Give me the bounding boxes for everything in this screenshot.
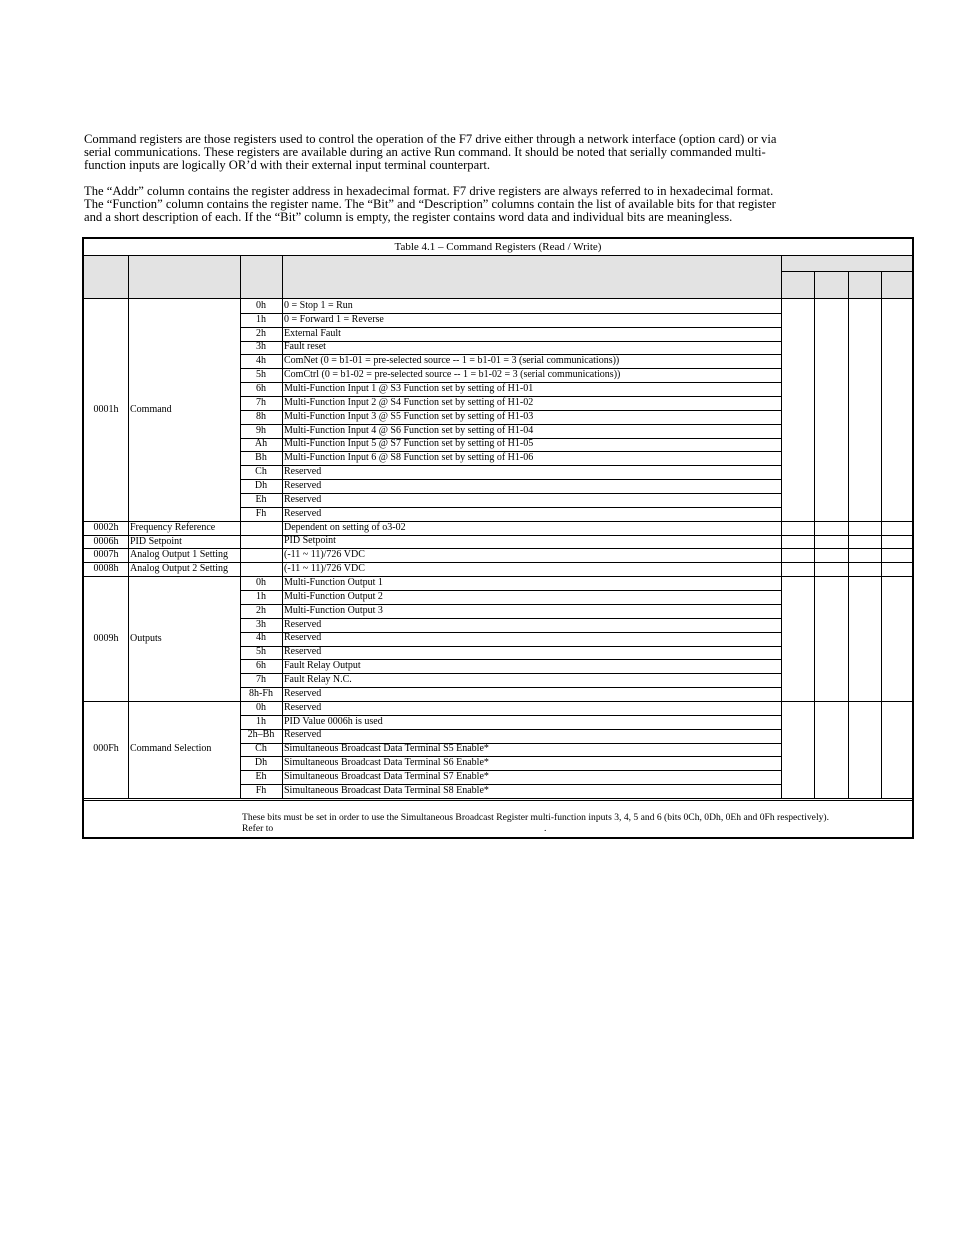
bit-value: Ah: [254, 438, 268, 450]
bit-description: Reserved: [284, 687, 322, 699]
header-bottom-rule: [84, 298, 912, 300]
bit-description: Reserved: [284, 479, 322, 491]
col-divider: [128, 701, 129, 798]
bit-value: 1h: [256, 715, 266, 727]
header-divider: [84, 255, 912, 256]
bit-description: Multi-Function Input 1 @ S3 Function set by setting of H1-01: [284, 382, 534, 394]
col-divider: [848, 548, 849, 562]
header-col-divider: [814, 271, 815, 298]
register-function: Frequency Reference: [130, 521, 216, 533]
col-divider: [240, 576, 241, 701]
bit-value: 0h: [256, 299, 266, 311]
col-divider: [848, 535, 849, 549]
group-rule: [84, 798, 912, 799]
bit-description: Reserved: [284, 729, 322, 741]
intro-p2-line: The “Addr” column contains the register address in hexadecimal format. F7 drive registers are always referred to in hexadecimal format.: [84, 184, 774, 198]
bit-description: Multi-Function Input 2 @ S4 Function set by setting of H1-02: [284, 396, 534, 408]
bit-description: PID Value 0006h is used: [284, 715, 383, 727]
bit-value: 0h: [256, 577, 266, 588]
bit-description: Multi-Function Input 6 @ S8 Function set by setting of H1-06: [284, 452, 534, 464]
col-divider: [781, 562, 782, 576]
bit-value: 6h: [256, 382, 266, 394]
bit-description: Dependent on setting of o3-02: [284, 521, 406, 533]
col-divider: [282, 576, 283, 701]
table-caption: Table 4.1 – Command Registers (Read / Write): [394, 241, 602, 253]
bit-description: Reserved: [284, 466, 322, 478]
col-divider: [128, 521, 129, 535]
col-divider: [128, 576, 129, 701]
col-divider: [128, 535, 129, 549]
bit-value: 5h: [256, 369, 266, 381]
bit-description: Multi-Function Input 4 @ S6 Function set by setting of H1-04: [284, 424, 534, 436]
bit-value: Dh: [254, 757, 268, 769]
header-col-divider: [781, 255, 782, 298]
col-divider: [240, 535, 241, 549]
bit-value: 3h: [256, 341, 266, 353]
col-divider: [881, 701, 882, 798]
col-divider: [881, 535, 882, 549]
command-registers-table: [82, 237, 914, 839]
col-divider: [814, 576, 815, 701]
register-function: Analog Output 2 Setting: [130, 563, 229, 575]
bit-value: 3h: [256, 618, 266, 630]
bit-description: PID Setpoint: [284, 535, 336, 547]
col-divider: [848, 701, 849, 798]
bit-description: Reserved: [284, 632, 322, 644]
col-divider: [282, 701, 283, 798]
col-divider: [781, 535, 782, 549]
col-divider: [848, 299, 849, 521]
intro-p2-line: and a short description of each. If the “Bit” column is empty, the register contains word data and individual bits are meaningless.: [84, 210, 733, 224]
bit-description: Fault Relay N.C.: [284, 674, 352, 686]
bit-description: ComNet (0 = b1-01 = pre-selected source -- 1 = b1-01 = 3 (serial communications)): [284, 355, 620, 367]
register-function: Command: [130, 403, 172, 415]
header-col-divider: [282, 255, 283, 298]
bit-value: 7h: [256, 396, 266, 408]
register-function: Analog Output 1 Setting: [130, 549, 229, 561]
bit-description: 0 = Stop 1 = Run: [284, 299, 353, 311]
col-divider: [814, 521, 815, 535]
bit-description: Multi-Function Output 1: [284, 577, 383, 588]
col-divider: [240, 701, 241, 798]
bit-value: 0h: [256, 701, 266, 713]
bit-value: 7h: [256, 674, 266, 686]
bit-value: Eh: [255, 771, 267, 783]
col-divider: [881, 299, 882, 521]
bit-description: Multi-Function Output 3: [284, 604, 383, 616]
col-divider: [781, 701, 782, 798]
register-address: 000Fh: [93, 743, 119, 755]
register-address: 0009h: [93, 632, 119, 644]
bit-value: 1h: [256, 313, 266, 325]
intro-p1-line: serial communications. These registers are available during an active Run command. It should be noted that serially commanded multi-: [84, 145, 766, 159]
bit-description: Reserved: [284, 618, 322, 630]
col-divider: [282, 562, 283, 576]
bit-value: 6h: [256, 660, 266, 672]
col-divider: [781, 299, 782, 521]
bit-value: Bh: [255, 452, 267, 464]
register-address: 0006h: [93, 535, 119, 547]
register-address: 0007h: [93, 549, 119, 561]
bit-description: Fault reset: [284, 341, 326, 353]
bit-description: (-11 ~ 11)/726 VDC: [284, 549, 365, 561]
bit-description: Multi-Function Output 2: [284, 590, 383, 602]
bit-value: 2h: [256, 604, 266, 616]
col-divider: [848, 576, 849, 701]
bit-value: 1h: [256, 590, 266, 602]
col-divider: [814, 299, 815, 521]
bit-description: Multi-Function Input 3 @ S5 Function set by setting of H1-03: [284, 410, 534, 422]
bit-value: 8h: [256, 410, 266, 422]
footer-rule: [84, 800, 912, 801]
header-col-divider: [881, 271, 882, 298]
bit-value: 4h: [256, 355, 266, 367]
bit-description: (-11 ~ 11)/726 VDC: [284, 563, 365, 575]
bit-description: Simultaneous Broadcast Data Terminal S6 Enable*: [284, 757, 489, 769]
col-divider: [814, 562, 815, 576]
bit-description: Simultaneous Broadcast Data Terminal S7 Enable*: [284, 771, 489, 783]
header-col-divider: [848, 271, 849, 298]
intro-paragraph-2: [84, 185, 864, 224]
col-divider: [781, 548, 782, 562]
col-divider: [781, 576, 782, 701]
bit-value: Ch: [255, 466, 267, 478]
header-subgroup-rule: [781, 271, 912, 272]
footnote-refer: Refer to: [242, 823, 274, 834]
bit-description: Reserved: [284, 493, 322, 505]
bit-value: Fh: [255, 784, 267, 796]
col-divider: [240, 562, 241, 576]
bit-value: 4h: [256, 632, 266, 644]
bit-description: 0 = Forward 1 = Reverse: [284, 313, 384, 325]
col-divider: [128, 562, 129, 576]
register-address: 0008h: [93, 563, 119, 575]
bit-description: Simultaneous Broadcast Data Terminal S8 Enable*: [284, 784, 489, 796]
col-divider: [282, 521, 283, 535]
bit-description: ComCtrl (0 = b1-02 = pre-selected source -- 1 = b1-02 = 3 (serial communications)): [284, 369, 621, 381]
bit-value: 2h–Bh: [247, 729, 275, 741]
header-col-divider: [128, 255, 129, 298]
intro-p1-line: Command registers are those registers used to control the operation of the F7 drive either through a network interface (option card) or via: [84, 132, 777, 146]
col-divider: [128, 548, 129, 562]
bit-value: 8h-Fh: [249, 687, 273, 699]
col-divider: [848, 562, 849, 576]
col-divider: [814, 535, 815, 549]
intro-paragraph-1: [84, 133, 864, 172]
bit-value: Fh: [255, 507, 267, 519]
header-col-divider: [240, 255, 241, 298]
register-function: PID Setpoint: [130, 535, 182, 547]
bit-value: Ch: [255, 743, 267, 755]
col-divider: [282, 535, 283, 549]
register-function: Command Selection: [130, 743, 212, 755]
intro-p1-line: function inputs are logically OR’d with their external input terminal counterpart.: [84, 158, 491, 172]
col-divider: [240, 299, 241, 521]
col-divider: [781, 521, 782, 535]
bit-description: Simultaneous Broadcast Data Terminal S5 Enable*: [284, 743, 489, 755]
col-divider: [848, 521, 849, 535]
col-divider: [814, 548, 815, 562]
col-divider: [881, 548, 882, 562]
footnote-text: These bits must be set in order to use the Simultaneous Broadcast Register multi-function inputs 3, 4, 5 and 6 (bits 0Ch, 0Dh, 0Eh and 0Fh respectively).: [242, 812, 829, 823]
register-address: 0002h: [93, 521, 119, 533]
col-divider: [282, 548, 283, 562]
bit-value: Eh: [255, 493, 267, 505]
register-function: Outputs: [130, 632, 162, 644]
bit-description: Fault Relay Output: [284, 660, 361, 672]
col-divider: [881, 521, 882, 535]
intro-p2-line: The “Function” column contains the register name. The “Bit” and “Description” columns contain the list of available bits for that register: [84, 197, 776, 211]
col-divider: [881, 562, 882, 576]
col-divider: [881, 576, 882, 701]
bit-value: 5h: [256, 646, 266, 658]
col-divider: [240, 521, 241, 535]
col-divider: [282, 299, 283, 521]
bit-description: Multi-Function Input 5 @ S7 Function set by setting of H1-05: [284, 438, 534, 450]
col-divider: [814, 701, 815, 798]
footnote-end: .: [544, 823, 547, 834]
bit-description: Reserved: [284, 507, 322, 519]
bit-value: 2h: [256, 327, 266, 339]
bit-description: Reserved: [284, 646, 322, 658]
col-divider: [240, 548, 241, 562]
bit-description: Reserved: [284, 701, 322, 713]
col-divider: [128, 299, 129, 521]
register-address: 0001h: [93, 403, 119, 415]
table-header: [84, 255, 912, 298]
bit-value: 9h: [256, 424, 266, 436]
bit-value: Dh: [254, 479, 268, 491]
bit-description: External Fault: [284, 327, 341, 339]
